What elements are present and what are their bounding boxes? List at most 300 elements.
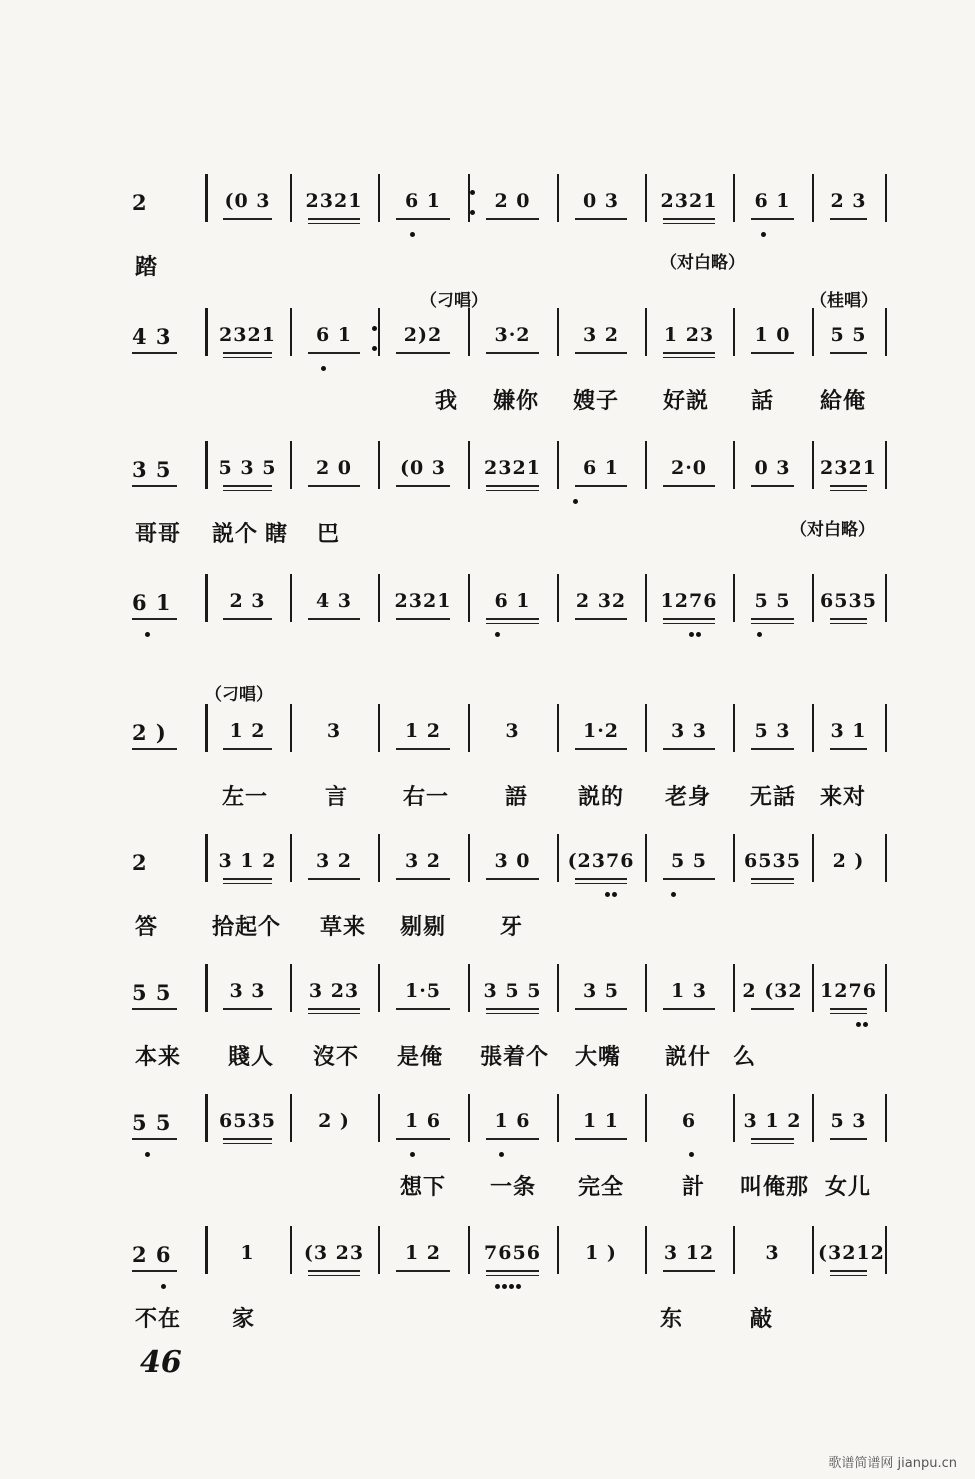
barline bbox=[378, 834, 380, 882]
note-cell: 2 3 bbox=[830, 190, 867, 212]
lyric-text: 語 bbox=[505, 785, 529, 810]
beat-underline bbox=[751, 1138, 794, 1140]
beat-underline bbox=[751, 618, 794, 620]
note-cell: 2·0 bbox=[670, 457, 708, 479]
octave-dot bbox=[689, 1152, 694, 1157]
beat-underline-2 bbox=[830, 1013, 867, 1014]
lyric-text: 沒不 bbox=[313, 1045, 360, 1070]
beat-underline bbox=[132, 1270, 177, 1272]
lyric-text: 左一 bbox=[222, 785, 269, 810]
barline bbox=[557, 964, 559, 1012]
note-cell: 5 5 bbox=[830, 324, 867, 346]
beat-underline bbox=[223, 485, 272, 487]
barline bbox=[812, 441, 814, 489]
beat-underline bbox=[830, 748, 867, 750]
lyric-text: 説什 bbox=[665, 1045, 712, 1070]
note-cell: 1 6 bbox=[494, 1110, 531, 1132]
note-cell: 3 2 bbox=[582, 324, 620, 346]
barline bbox=[205, 964, 208, 1012]
note-cell: 1 bbox=[240, 1242, 255, 1264]
note-cell: 2 3 bbox=[229, 590, 266, 612]
beat-underline bbox=[223, 748, 272, 750]
barline bbox=[378, 174, 380, 222]
beat-underline bbox=[663, 485, 715, 487]
note-cell: 0 3 bbox=[754, 457, 791, 479]
lyric-text: 踏 bbox=[135, 255, 159, 280]
note-cell: 2321 bbox=[820, 457, 877, 479]
lyric-text: 草来 bbox=[320, 915, 367, 940]
beat-underline bbox=[575, 1138, 627, 1140]
beat-underline bbox=[575, 218, 627, 220]
beat-underline bbox=[575, 618, 627, 620]
barline bbox=[885, 308, 887, 356]
note-cell: (3 23 bbox=[303, 1242, 365, 1264]
beat-underline bbox=[663, 352, 715, 354]
beat-underline bbox=[396, 878, 450, 880]
beat-underline bbox=[308, 878, 360, 880]
barline bbox=[733, 704, 735, 752]
page-number: 46 bbox=[140, 1345, 182, 1380]
barline bbox=[557, 441, 559, 489]
beat-underline-2 bbox=[830, 623, 867, 624]
note-cell: 3 1 2 bbox=[218, 850, 277, 872]
beat-underline bbox=[132, 618, 177, 620]
beat-underline-2 bbox=[486, 1013, 539, 1014]
beat-underline bbox=[132, 485, 177, 487]
barline bbox=[290, 834, 292, 882]
barline bbox=[812, 964, 814, 1012]
barline bbox=[468, 704, 470, 752]
note-cell: 3 2 bbox=[315, 850, 353, 872]
note-cell: 6 bbox=[681, 1110, 697, 1132]
barline bbox=[468, 964, 470, 1012]
barline bbox=[290, 964, 292, 1012]
barline bbox=[468, 174, 470, 222]
beat-underline bbox=[486, 618, 539, 620]
barline bbox=[557, 574, 559, 622]
lyric-text: 好説 bbox=[663, 389, 710, 414]
beat-underline bbox=[308, 1270, 360, 1272]
beat-underline-2 bbox=[575, 883, 627, 884]
beat-underline bbox=[575, 878, 627, 880]
barline bbox=[378, 574, 380, 622]
barline bbox=[885, 1094, 887, 1142]
note-cell: 1·5 bbox=[404, 980, 442, 1002]
lyric-text: 話 bbox=[751, 389, 775, 414]
note-cell: 1 1 bbox=[582, 1110, 620, 1132]
barline bbox=[378, 1094, 380, 1142]
barline bbox=[557, 834, 559, 882]
lead-note: 2 ) bbox=[132, 720, 167, 745]
beat-underline bbox=[132, 1138, 177, 1140]
barline bbox=[557, 1094, 559, 1142]
beat-underline bbox=[751, 352, 794, 354]
barline bbox=[290, 1226, 292, 1274]
lyric-text: 拾起个 bbox=[212, 915, 282, 940]
lyric-text: 家 bbox=[232, 1307, 256, 1332]
beat-underline bbox=[396, 1270, 450, 1272]
lyric-text: 本来 bbox=[135, 1045, 182, 1070]
lead-note: 2 bbox=[132, 190, 148, 215]
octave-dot bbox=[495, 1284, 500, 1289]
note-cell: 1 0 bbox=[754, 324, 791, 346]
beat-underline bbox=[486, 1138, 539, 1140]
beat-underline bbox=[396, 1138, 450, 1140]
performance-annotation: （桂唱） bbox=[810, 291, 878, 311]
barline bbox=[733, 1094, 735, 1142]
note-cell: 1 2 bbox=[404, 720, 442, 742]
note-cell: 2321 bbox=[305, 190, 363, 212]
octave-dot bbox=[757, 632, 762, 637]
barline bbox=[733, 964, 735, 1012]
barline bbox=[645, 1094, 647, 1142]
note-cell: 1 3 bbox=[670, 980, 708, 1002]
beat-underline bbox=[575, 1008, 627, 1010]
octave-dot bbox=[145, 632, 150, 637]
note-cell: 7656 bbox=[484, 1242, 541, 1264]
beat-underline-2 bbox=[830, 1275, 867, 1276]
note-cell: 2 ) bbox=[318, 1110, 350, 1132]
lyric-text: 巴 bbox=[317, 522, 341, 547]
barline bbox=[733, 174, 735, 222]
barline bbox=[378, 1226, 380, 1274]
barline bbox=[290, 704, 292, 752]
octave-dot bbox=[321, 366, 326, 371]
lyric-text: 来对 bbox=[820, 785, 867, 810]
note-cell: 2 32 bbox=[575, 590, 627, 612]
repeat-sign-dot bbox=[470, 190, 475, 195]
octave-dot bbox=[516, 1284, 521, 1289]
note-cell: 3 1 bbox=[830, 720, 867, 742]
note-cell: 1 2 bbox=[229, 720, 266, 742]
lyric-text: 瞎 bbox=[265, 522, 289, 547]
beat-underline bbox=[308, 618, 360, 620]
barline bbox=[205, 1094, 208, 1142]
barline bbox=[733, 1226, 735, 1274]
octave-dot bbox=[856, 1022, 861, 1027]
octave-dot bbox=[671, 892, 676, 897]
octave-dot bbox=[145, 1152, 150, 1157]
lyric-text: 不在 bbox=[135, 1307, 182, 1332]
beat-underline bbox=[486, 1270, 539, 1272]
note-cell: 3 bbox=[505, 720, 520, 742]
note-cell: 5 5 bbox=[670, 850, 708, 872]
beat-underline bbox=[396, 485, 450, 487]
note-cell: 3 23 bbox=[308, 980, 360, 1002]
performance-annotation: （刁唱） bbox=[420, 291, 488, 311]
octave-dot bbox=[499, 1152, 504, 1157]
lead-note: 5 5 bbox=[132, 980, 172, 1005]
barline bbox=[645, 834, 647, 882]
lyric-text: 嫂子 bbox=[573, 389, 620, 414]
beat-underline bbox=[830, 485, 867, 487]
lyric-text: 是俺 bbox=[397, 1045, 444, 1070]
beat-underline bbox=[223, 1138, 272, 1140]
lyric-text: 牙 bbox=[500, 915, 524, 940]
lyric-text: 女儿 bbox=[825, 1175, 872, 1200]
beat-underline-2 bbox=[751, 883, 794, 884]
barline bbox=[812, 1094, 814, 1142]
barline bbox=[885, 174, 887, 222]
barline bbox=[468, 441, 470, 489]
lyric-text: 老身 bbox=[665, 785, 712, 810]
barline bbox=[645, 964, 647, 1012]
barline bbox=[733, 441, 735, 489]
beat-underline-2 bbox=[308, 223, 360, 224]
note-cell: 4 3 bbox=[315, 590, 353, 612]
barline bbox=[290, 441, 292, 489]
octave-dot bbox=[410, 232, 415, 237]
octave-dot bbox=[761, 232, 766, 237]
beat-underline bbox=[830, 1008, 867, 1010]
lead-note: 2 6 bbox=[132, 1242, 172, 1267]
note-cell: 1276 bbox=[660, 590, 718, 612]
note-cell: 6535 bbox=[744, 850, 801, 872]
barline bbox=[290, 308, 292, 356]
barline bbox=[645, 1226, 647, 1274]
lyric-text: 説的 bbox=[578, 785, 625, 810]
lead-note: 5 5 bbox=[132, 1110, 172, 1135]
barline bbox=[812, 704, 814, 752]
octave-dot bbox=[410, 1152, 415, 1157]
note-cell: 3 2 bbox=[404, 850, 442, 872]
beat-underline bbox=[663, 1270, 715, 1272]
beat-underline bbox=[223, 218, 272, 220]
barline bbox=[205, 704, 208, 752]
note-cell: 3 0 bbox=[494, 850, 531, 872]
barline bbox=[645, 704, 647, 752]
lyric-text: 給俺 bbox=[820, 389, 867, 414]
lyric-text: 叫俺那 bbox=[740, 1175, 810, 1200]
barline bbox=[205, 1226, 208, 1274]
octave-dot bbox=[573, 499, 578, 504]
note-cell: 2)2 bbox=[403, 324, 443, 346]
lyric-text: 哥哥 bbox=[135, 522, 182, 547]
beat-underline-2 bbox=[486, 490, 539, 491]
beat-underline bbox=[486, 485, 539, 487]
note-cell: 2321 bbox=[484, 457, 541, 479]
lyric-text: 一条 bbox=[490, 1175, 537, 1200]
octave-dot bbox=[502, 1284, 507, 1289]
lyric-text: 説个 bbox=[212, 522, 259, 547]
note-cell: 6 1 bbox=[494, 590, 531, 612]
note-cell: 6 1 bbox=[582, 457, 620, 479]
repeat-sign-dot bbox=[372, 346, 377, 351]
beat-underline bbox=[575, 352, 627, 354]
barline bbox=[645, 441, 647, 489]
lyric-text: 答 bbox=[135, 915, 159, 940]
lead-note: 4 3 bbox=[132, 324, 172, 349]
octave-dot bbox=[161, 1284, 166, 1289]
barline bbox=[557, 174, 559, 222]
beat-underline-2 bbox=[751, 623, 794, 624]
beat-underline bbox=[223, 878, 272, 880]
octave-dot bbox=[509, 1284, 514, 1289]
note-cell: 1 2 bbox=[404, 1242, 442, 1264]
octave-dot bbox=[612, 892, 617, 897]
performance-annotation: （对白略） bbox=[790, 520, 875, 540]
barline bbox=[645, 174, 647, 222]
beat-underline-2 bbox=[223, 490, 272, 491]
beat-underline bbox=[751, 878, 794, 880]
note-cell: 5 3 bbox=[830, 1110, 867, 1132]
beat-underline bbox=[751, 748, 794, 750]
note-cell: 2 (32 bbox=[742, 980, 803, 1002]
note-cell: 3 3 bbox=[229, 980, 266, 1002]
note-cell: 1·2 bbox=[582, 720, 620, 742]
barline bbox=[812, 834, 814, 882]
barline bbox=[290, 174, 292, 222]
lyric-text: 东 bbox=[660, 1307, 684, 1332]
note-cell: 2 0 bbox=[494, 190, 531, 212]
lyric-text: 嫌你 bbox=[493, 389, 540, 414]
beat-underline bbox=[575, 748, 627, 750]
note-cell: 3 5 bbox=[582, 980, 620, 1002]
note-cell: 2321 bbox=[660, 190, 718, 212]
barline bbox=[557, 704, 559, 752]
note-cell: 6 1 bbox=[754, 190, 791, 212]
barline bbox=[468, 834, 470, 882]
beat-underline-2 bbox=[308, 1275, 360, 1276]
lyric-text: 么 bbox=[733, 1045, 757, 1070]
beat-underline-2 bbox=[223, 357, 272, 358]
lyric-text: 計 bbox=[682, 1175, 706, 1200]
barline bbox=[205, 174, 208, 222]
note-cell: 5 5 bbox=[754, 590, 791, 612]
barline bbox=[557, 1226, 559, 1274]
beat-underline bbox=[223, 1008, 272, 1010]
beat-underline-2 bbox=[751, 1143, 794, 1144]
note-cell: 1 ) bbox=[585, 1242, 617, 1264]
lead-note: 2 bbox=[132, 850, 148, 875]
barline bbox=[885, 441, 887, 489]
barline bbox=[733, 308, 735, 356]
lyric-text: 大嘴 bbox=[575, 1045, 622, 1070]
beat-underline bbox=[663, 878, 715, 880]
octave-dot bbox=[605, 892, 610, 897]
beat-underline bbox=[396, 618, 450, 620]
lyric-text: 張着个 bbox=[480, 1045, 550, 1070]
beat-underline bbox=[751, 485, 794, 487]
barline bbox=[290, 574, 292, 622]
barline bbox=[812, 308, 814, 356]
lyric-text: 右一 bbox=[403, 785, 450, 810]
note-cell: 3 bbox=[765, 1242, 780, 1264]
lyric-text: 想下 bbox=[400, 1175, 447, 1200]
note-cell: 3 5 5 bbox=[483, 980, 542, 1002]
beat-underline bbox=[223, 618, 272, 620]
beat-underline bbox=[308, 218, 360, 220]
lyric-text: 无話 bbox=[750, 785, 797, 810]
barline bbox=[468, 1226, 470, 1274]
note-cell: (0 3 bbox=[224, 190, 271, 212]
beat-underline bbox=[132, 1008, 177, 1010]
lead-note: 3 5 bbox=[132, 457, 172, 482]
barline bbox=[557, 308, 559, 356]
beat-underline bbox=[751, 1008, 794, 1010]
note-cell: 2321 bbox=[219, 324, 276, 346]
barline bbox=[205, 441, 208, 489]
beat-underline bbox=[575, 485, 627, 487]
note-cell: 3 3 bbox=[670, 720, 708, 742]
barline bbox=[885, 834, 887, 882]
note-cell: 1 23 bbox=[663, 324, 715, 346]
repeat-sign-dot bbox=[372, 326, 377, 331]
barline bbox=[378, 704, 380, 752]
note-cell: 3 12 bbox=[663, 1242, 715, 1264]
beat-underline bbox=[830, 1138, 867, 1140]
beat-underline bbox=[486, 352, 539, 354]
octave-dot bbox=[863, 1022, 868, 1027]
beat-underline bbox=[396, 218, 450, 220]
beat-underline bbox=[663, 618, 715, 620]
note-cell: 6 1 bbox=[315, 324, 353, 346]
barline bbox=[812, 574, 814, 622]
barline bbox=[812, 1226, 814, 1274]
performance-annotation: （对白略） bbox=[660, 253, 745, 273]
lyric-text: 敲 bbox=[750, 1307, 774, 1332]
beat-underline bbox=[132, 748, 177, 750]
beat-underline-2 bbox=[663, 357, 715, 358]
note-cell: (2376 bbox=[567, 850, 635, 872]
note-cell: (3212 bbox=[818, 1242, 885, 1264]
beat-underline-2 bbox=[830, 490, 867, 491]
barline bbox=[468, 574, 470, 622]
barline bbox=[468, 1094, 470, 1142]
beat-underline bbox=[486, 218, 539, 220]
beat-underline bbox=[308, 352, 360, 354]
octave-dot bbox=[495, 632, 500, 637]
beat-underline-2 bbox=[308, 1013, 360, 1014]
beat-underline bbox=[308, 1008, 360, 1010]
barline bbox=[378, 308, 380, 356]
note-cell: 1 6 bbox=[404, 1110, 442, 1132]
beat-underline bbox=[308, 485, 360, 487]
note-cell: 6 1 bbox=[404, 190, 442, 212]
note-cell: 5 3 5 bbox=[218, 457, 277, 479]
lyric-text: 完全 bbox=[578, 1175, 625, 1200]
note-cell: 5 3 bbox=[754, 720, 791, 742]
beat-underline-2 bbox=[486, 623, 539, 624]
lyric-text: 我 bbox=[435, 389, 459, 414]
beat-underline bbox=[486, 878, 539, 880]
barline bbox=[733, 574, 735, 622]
beat-underline bbox=[830, 1270, 867, 1272]
barline bbox=[205, 834, 208, 882]
note-cell: 0 3 bbox=[582, 190, 620, 212]
beat-underline bbox=[132, 352, 177, 354]
beat-underline-2 bbox=[223, 1143, 272, 1144]
barline bbox=[378, 964, 380, 1012]
note-cell: 1276 bbox=[820, 980, 877, 1002]
beat-underline bbox=[663, 748, 715, 750]
barline bbox=[645, 574, 647, 622]
lyric-text: 賤人 bbox=[228, 1045, 275, 1070]
beat-underline bbox=[830, 352, 867, 354]
beat-underline bbox=[830, 218, 867, 220]
barline bbox=[468, 308, 470, 356]
barline bbox=[290, 1094, 292, 1142]
octave-dot bbox=[689, 632, 694, 637]
barline bbox=[645, 308, 647, 356]
watermark: 歌谱简谱网 jianpu.cn bbox=[828, 1456, 957, 1471]
lyric-text: 言 bbox=[325, 785, 349, 810]
beat-underline bbox=[663, 1008, 715, 1010]
note-cell: 3·2 bbox=[494, 324, 531, 346]
note-cell: 2 ) bbox=[832, 850, 865, 872]
beat-underline bbox=[396, 748, 450, 750]
beat-underline bbox=[830, 618, 867, 620]
